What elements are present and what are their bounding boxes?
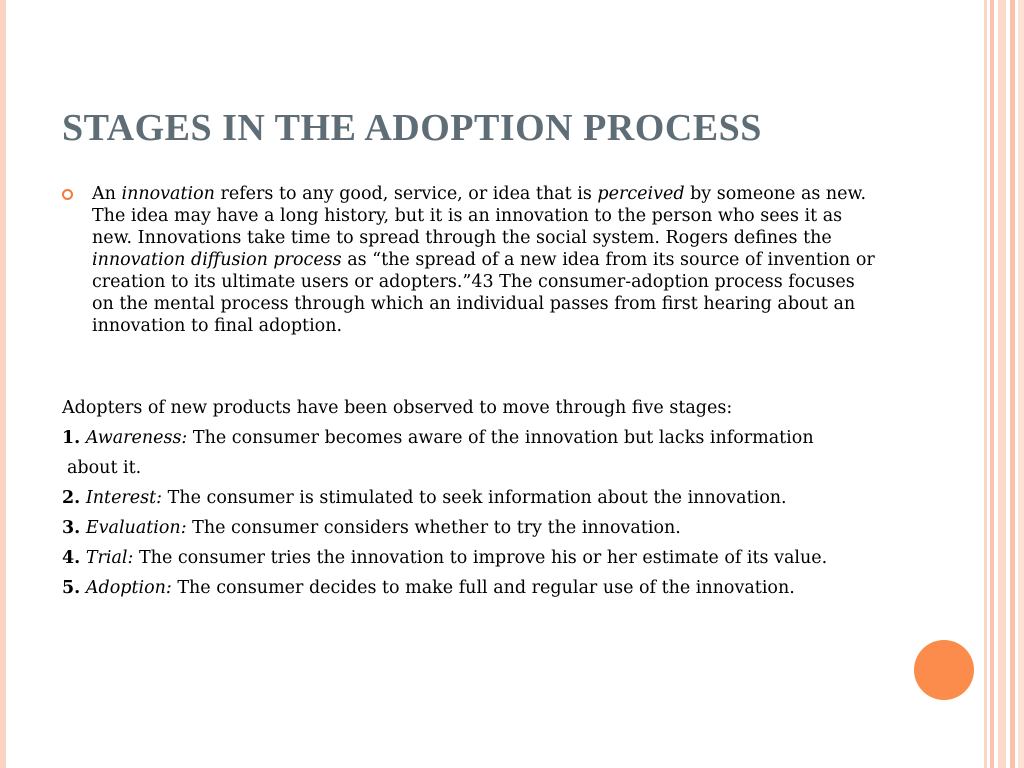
stage-number: 2. xyxy=(62,488,81,508)
stages-intro: Adopters of new products have been observed to move through five stages: xyxy=(62,398,733,418)
stage-continuation: about it. xyxy=(67,458,142,478)
stage-name: Evaluation: xyxy=(85,518,187,538)
stage-description: The consumer is stimulated to seek information about the innovation. xyxy=(167,488,787,508)
stage-number: 5. xyxy=(62,578,81,598)
stage-name: Interest: xyxy=(85,488,163,508)
intro-bullet xyxy=(62,183,882,337)
stage-description: The consumer becomes aware of the innovation but lacks information xyxy=(192,428,814,448)
stripe xyxy=(998,0,1006,768)
stage-number: 4. xyxy=(62,548,81,568)
slide-title: STAGES IN THE ADOPTION PROCESS xyxy=(62,107,762,149)
right-decorative-stripes xyxy=(984,0,1024,768)
stage-item-trial xyxy=(62,547,892,569)
intro-term-innovation: innovation xyxy=(121,184,215,204)
intro-text: An xyxy=(92,184,122,204)
left-border-stripe xyxy=(0,0,6,768)
intro-term-perceived: perceived xyxy=(597,184,685,204)
bullet-circle-icon xyxy=(62,189,73,200)
orange-circle-icon xyxy=(914,640,974,700)
stage-item-adoption xyxy=(62,577,892,599)
stage-description: The consumer considers whether to try the innovation. xyxy=(192,518,681,538)
stage-name: Awareness: xyxy=(85,428,188,448)
stage-name: Trial: xyxy=(85,548,134,568)
stage-number: 1. xyxy=(62,428,81,448)
stages-list xyxy=(62,397,892,607)
stage-number: 3. xyxy=(62,518,81,538)
intro-paragraph xyxy=(92,183,882,337)
stripe xyxy=(1018,0,1024,768)
stage-name: Adoption: xyxy=(85,578,172,598)
stripe xyxy=(990,0,994,768)
stage-description: The consumer decides to make full and regular use of the innovation. xyxy=(177,578,795,598)
stage-item-awareness xyxy=(62,427,892,449)
stage-item-interest xyxy=(62,487,892,509)
stripe xyxy=(1010,0,1015,768)
intro-text: refers to any good, service, or idea that is xyxy=(214,184,598,204)
stage-item-evaluation xyxy=(62,517,892,539)
intro-term-diffusion: innovation diffusion process xyxy=(92,250,342,270)
stage-description: The consumer tries the innovation to improve his or her estimate of its value. xyxy=(139,548,828,568)
intro-text: by someone as new. The idea may have a long history, but it is an innovation to the person who sees it as new. Innovations take time to spread through the social system. Rogers defines the xyxy=(92,184,867,248)
intro-text: as “the spread of a new idea from its source of invention or creation to its ultimate users or adopters.”43 The consumer-adoption process focuses on the mental process through which an individual passes from first hearing about an innovation to final adoption. xyxy=(92,250,875,336)
stripe xyxy=(984,0,987,768)
